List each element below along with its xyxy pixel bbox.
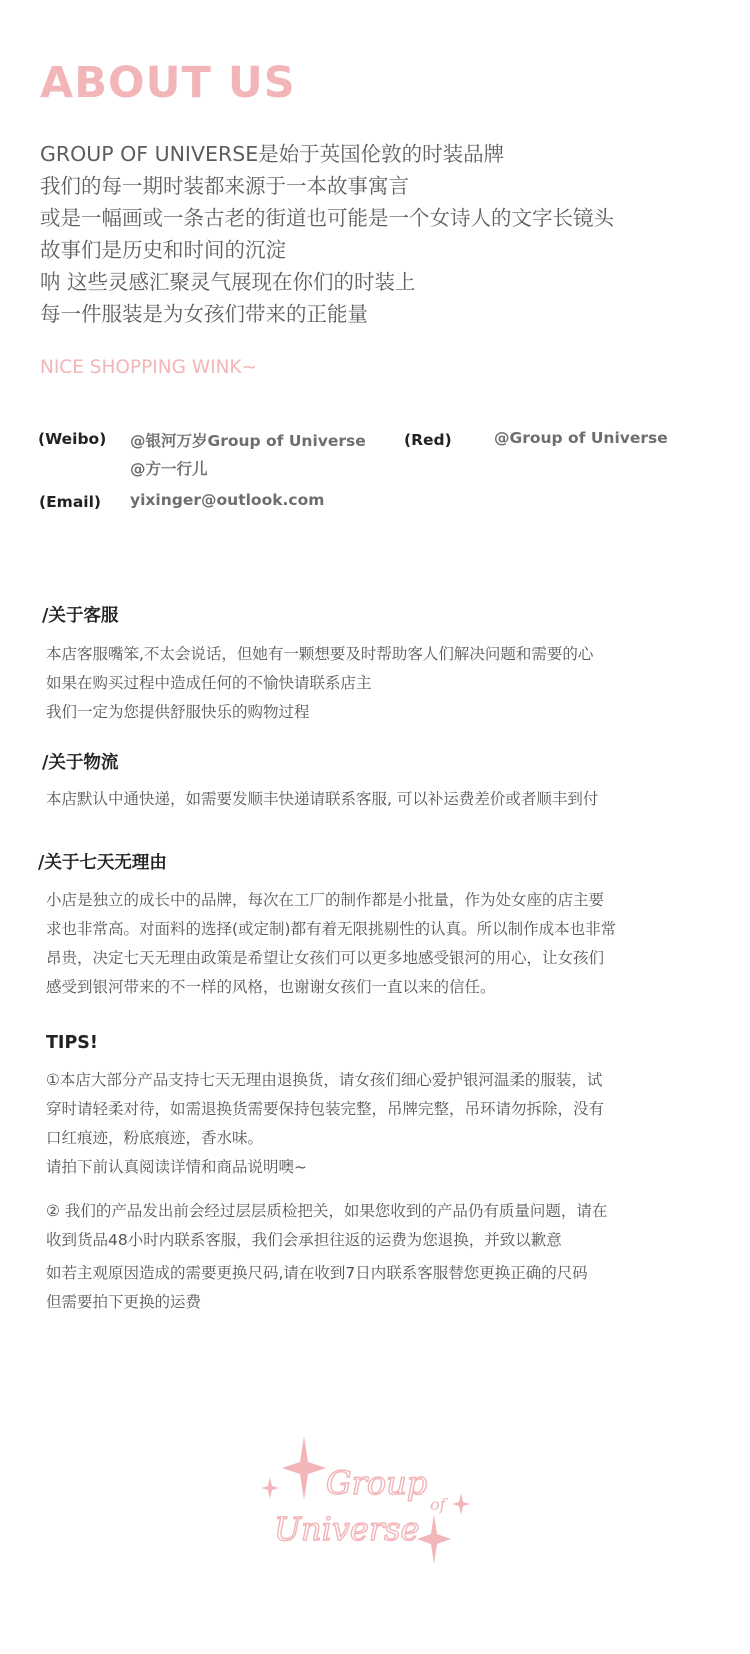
text-line: 如果在购买过程中造成任何的不愉快请联系店主 xyxy=(46,674,372,692)
weibo-label: (Weibo) xyxy=(38,430,107,448)
intro-line: GROUP OF UNIVERSE是始于英国伦敦的时装品牌 xyxy=(40,142,505,166)
red-account[interactable]: @Group of Universe xyxy=(494,429,668,447)
text-line: ①本店大部分产品支持七天无理由退换货，请女孩们细心爱护银河温柔的服装，试 xyxy=(46,1071,603,1089)
weibo-account-2[interactable]: @方一行儿 xyxy=(130,460,208,478)
logistics-heading: /关于物流 xyxy=(42,753,119,773)
red-label: (Red) xyxy=(404,431,452,449)
sparkle-icon xyxy=(282,1436,326,1500)
sparkle-icon xyxy=(417,1514,451,1564)
email-address[interactable]: yixinger@outlook.com xyxy=(130,491,325,509)
tagline: NICE SHOPPING WINK~ xyxy=(40,357,258,378)
text-line: ② 我们的产品发出前会经过层层质检把关，如果您收到的产品仍有质量问题，请在 xyxy=(46,1202,608,1220)
text-line: 收到货品48小时内联系客服，我们会承担往返的运费为您退换，并致以歉意 xyxy=(46,1231,562,1249)
returns-heading: /关于七天无理由 xyxy=(38,853,167,873)
intro-line: 或是一幅画或一条古老的街道也可能是一个女诗人的文字长镜头 xyxy=(40,206,614,230)
intro-line: 故事们是历史和时间的沉淀 xyxy=(40,238,286,262)
intro-line: 呐 这些灵感汇聚灵气展现在你们的时装上 xyxy=(40,270,416,294)
sparkle-icon xyxy=(452,1493,470,1515)
tips-paragraph-3 xyxy=(46,1197,607,1255)
text-line: 昂贵，决定七天无理由政策是希望让女孩们可以更多地感受银河的用心，让女孩们 xyxy=(46,949,605,967)
brand-logo xyxy=(262,1436,477,1576)
text-line: 本店默认中通快递，如需要发顺丰快递请联系客服, 可以补运费差价或者顺丰到付 xyxy=(46,790,599,808)
tips-paragraph-2 xyxy=(46,1153,307,1182)
tips-paragraph-1 xyxy=(46,1066,604,1153)
page-title: ABOUT US xyxy=(40,58,296,108)
tips-heading: TIPS! xyxy=(46,1033,98,1053)
logo-text-group: Group xyxy=(326,1464,428,1502)
email-label: (Email) xyxy=(39,493,101,511)
sparkle-icon xyxy=(262,1477,279,1499)
text-line: 本店客服嘴笨,不太会说话，但她有一颗想要及时帮助客人们解决问题和需要的心 xyxy=(46,645,594,663)
text-line: 感受到银河带来的不一样的风格，也谢谢女孩们一直以来的信任。 xyxy=(46,978,496,996)
returns-text xyxy=(46,886,616,1002)
weibo-account-1[interactable]: @银河万岁Group of Universe xyxy=(130,432,366,450)
service-text xyxy=(46,640,593,727)
tips-paragraph-4 xyxy=(46,1259,588,1317)
text-line: 求也非常高。对面料的选择(或定制)都有着无限挑剔性的认真。所以制作成本也非常 xyxy=(46,920,617,938)
logo-text-of: of xyxy=(430,1495,446,1514)
brand-intro xyxy=(40,138,614,330)
service-heading: /关于客服 xyxy=(42,606,119,626)
text-line: 但需要拍下更换的运费 xyxy=(46,1293,202,1311)
text-line: 我们一定为您提供舒服快乐的购物过程 xyxy=(46,703,310,721)
text-line: 口红痕迹，粉底痕迹，香水味。 xyxy=(46,1129,264,1147)
text-line: 穿时请轻柔对待，如需退换货需要保持包装完整，吊牌完整，吊环请勿拆除，没有 xyxy=(46,1100,605,1118)
text-line: 如若主观原因造成的需要更换尺码,请在收到7日内联系客服替您更换正确的尺码 xyxy=(46,1264,588,1282)
logo-text-universe: Universe xyxy=(274,1510,420,1548)
text-line: 小店是独立的成长中的品牌，每次在工厂的制作都是小批量，作为处女座的店主要 xyxy=(46,891,605,909)
intro-line: 每一件服装是为女孩们带来的正能量 xyxy=(40,302,368,326)
logistics-text xyxy=(46,785,598,814)
intro-line: 我们的每一期时装都来源于一本故事寓言 xyxy=(40,174,409,198)
text-line: 请拍下前认真阅读详情和商品说明噢~ xyxy=(46,1158,307,1176)
